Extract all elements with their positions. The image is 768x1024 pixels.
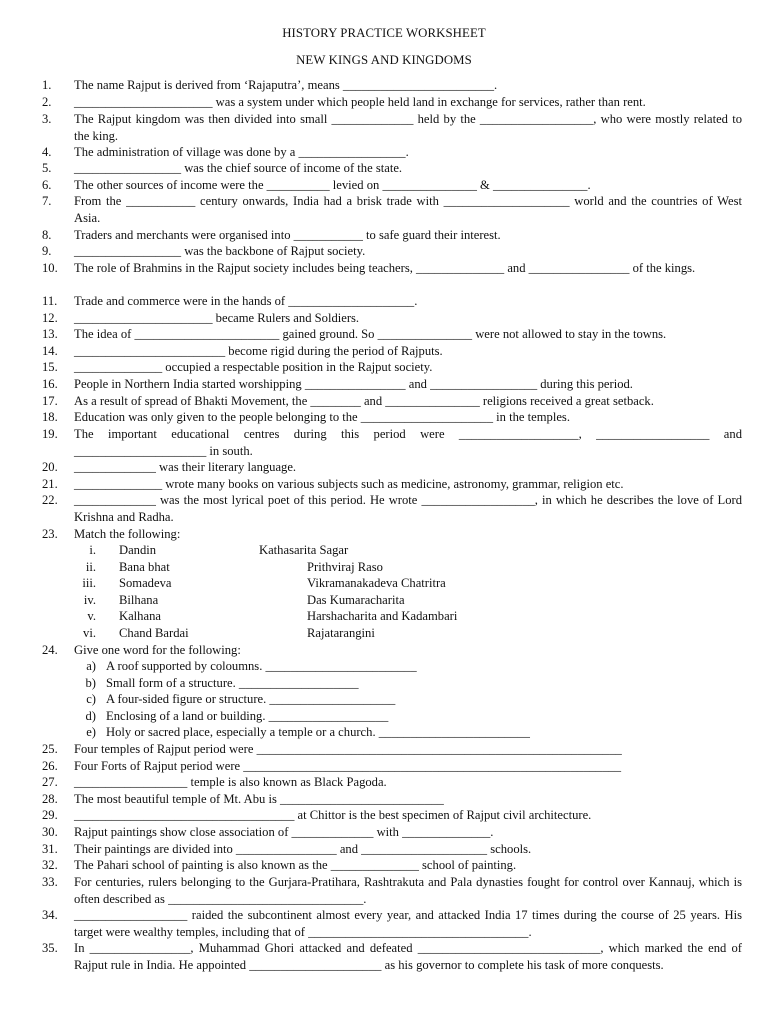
- question-10: [42, 260, 742, 277]
- match-roman-number: v.: [87, 609, 96, 623]
- question-number: 25.: [42, 742, 58, 756]
- question-number: 8.: [42, 228, 52, 242]
- oneword-item: [70, 658, 417, 675]
- question-text: In ________________, Muhammad Ghori attacked and defeated _____________________________, which marked the end of Rajput rule in India. He appointed _____________________ as his governor to complete his task of more conquests.: [74, 941, 742, 972]
- question-text: ______________________ was a system under which people held land in exchange for services, rather than rent.: [74, 95, 646, 109]
- question-5: [42, 160, 742, 177]
- oneword-text: A roof supported by coloumns. ________________________: [106, 659, 417, 673]
- match-row: [70, 559, 96, 576]
- question-text: The most beautiful temple of Mt. Abu is __________________________: [74, 792, 444, 806]
- question-text: _________________ was the backbone of Rajput society.: [74, 244, 366, 258]
- question-text: _____________ was their literary language.: [74, 460, 297, 474]
- question-18: [42, 409, 742, 426]
- question-31: [42, 841, 742, 858]
- question-number: 34.: [42, 908, 58, 922]
- match-row: [70, 625, 96, 642]
- question-text: Four temples of Rajput period were __________________________________________________________: [74, 742, 622, 756]
- question-text: Give one word for the following:: [74, 643, 241, 657]
- question-25: [42, 741, 742, 758]
- question-number: 35.: [42, 941, 58, 955]
- question-1: [42, 77, 742, 94]
- question-text: From the ___________ century onwards, India had a brisk trade with ____________________ world and the countries of West Asia.: [74, 194, 742, 225]
- question-13: [42, 326, 742, 343]
- question-number: 11.: [42, 294, 58, 308]
- match-left-item: Bana bhat: [119, 560, 170, 574]
- match-left-item: Dandin: [119, 543, 157, 557]
- question-number: 6.: [42, 178, 52, 192]
- question-text: __________________ raided the subcontinent almost every year, and attacked India 17 times during the course of 25 years. His target were wealthy temples, including that of ___________________________________.: [74, 908, 742, 939]
- question-number: 18.: [42, 410, 58, 424]
- oneword-letter: b): [85, 676, 96, 690]
- question-number: 4.: [42, 145, 52, 159]
- oneword-item: [70, 691, 395, 708]
- oneword-letter: c): [86, 692, 96, 706]
- match-right-item: Rajatarangini: [307, 626, 375, 640]
- match-right-item: Harshacharita and Kadambari: [307, 609, 458, 623]
- question-35: [42, 940, 742, 973]
- question-text: For centuries, rulers belonging to the Gurjara-Pratihara, Rashtrakuta and Pala dynasties fought for control over Kannauj, which is often described as _______________________________.: [74, 875, 742, 906]
- match-roman-number: ii.: [85, 560, 96, 574]
- question-7: [42, 193, 742, 226]
- question-text: Trade and commerce were in the hands of ____________________.: [74, 294, 418, 308]
- question-6: [42, 177, 742, 194]
- match-row: [70, 592, 96, 609]
- question-number: 22.: [42, 493, 58, 507]
- question-number: 32.: [42, 858, 58, 872]
- question-15: [42, 359, 742, 376]
- question-number: 15.: [42, 360, 58, 374]
- question-11: [42, 293, 742, 310]
- match-left-item: Chand Bardai: [119, 626, 189, 640]
- question-text: The other sources of income were the __________ levied on _______________ & _______________.: [74, 178, 591, 192]
- match-right-item: Vikramanakadeva Chatritra: [307, 576, 446, 590]
- question-text: Traders and merchants were organised into ___________ to safe guard their interest.: [74, 228, 501, 242]
- question-text: ______________ wrote many books on various subjects such as medicine, astronomy, grammar, religion etc.: [74, 477, 624, 491]
- question-text: ______________________ became Rulers and Soldiers.: [74, 311, 360, 325]
- question-4: [42, 144, 742, 161]
- match-row: [70, 608, 96, 625]
- question-text: ______________ occupied a respectable position in the Rajput society.: [74, 360, 433, 374]
- oneword-letter: d): [85, 709, 96, 723]
- question-30: [42, 824, 742, 841]
- question-26: [42, 758, 742, 775]
- match-left-item: Somadeva: [119, 576, 172, 590]
- question-text: Education was only given to the people belonging to the _____________________ in the temples.: [74, 410, 570, 424]
- question-number: 19.: [42, 427, 58, 441]
- question-text: The Rajput kingdom was then divided into small _____________ held by the __________________, who were mostly related to the king.: [74, 112, 742, 143]
- question-34: [42, 907, 742, 940]
- question-text: The Pahari school of painting is also known as the ______________ school of painting.: [74, 858, 517, 872]
- match-left-item: Bilhana: [119, 593, 159, 607]
- oneword-text: Enclosing of a land or building. ___________________: [106, 709, 389, 723]
- question-19: [42, 426, 742, 459]
- match-right-item: Prithviraj Raso: [307, 560, 383, 574]
- question-text: The role of Brahmins in the Rajput society includes being teachers, ______________ and ________________ of the kings.: [74, 261, 696, 275]
- question-number: 28.: [42, 792, 58, 806]
- question-number: 21.: [42, 477, 58, 491]
- oneword-item: [70, 675, 359, 692]
- question-23: [42, 526, 742, 543]
- question-number: 5.: [42, 161, 52, 175]
- question-text: Four Forts of Rajput period were ____________________________________________________________: [74, 759, 622, 773]
- question-number: 26.: [42, 759, 58, 773]
- worksheet-title: HISTORY PRACTICE WORKSHEET: [282, 26, 486, 40]
- question-text: The important educational centres during this period were ___________________, __________________ and _____________________ in south.: [74, 427, 742, 458]
- question-text: Rajput paintings show close association of _____________ with ______________.: [74, 825, 494, 839]
- oneword-item: [70, 708, 388, 725]
- question-29: [42, 807, 742, 824]
- question-number: 2.: [42, 95, 52, 109]
- question-number: 17.: [42, 394, 58, 408]
- question-text: As a result of spread of Bhakti Movement, the ________ and _______________ religions received a great setback.: [74, 394, 654, 408]
- question-text: People in Northern India started worshipping ________________ and _________________ during this period.: [74, 377, 633, 391]
- match-roman-number: i.: [89, 543, 96, 557]
- oneword-letter: a): [86, 659, 96, 673]
- question-text: _________________ was the chief source of income of the state.: [74, 161, 403, 175]
- question-text: The administration of village was done by a _________________.: [74, 145, 409, 159]
- question-2: [42, 94, 742, 111]
- question-3: [42, 111, 742, 144]
- question-number: 12.: [42, 311, 58, 325]
- question-text: The name Rajput is derived from ‘Rajaputra’, means ________________________.: [74, 78, 498, 92]
- question-number: 14.: [42, 344, 58, 358]
- oneword-text: Small form of a structure. ___________________: [106, 676, 359, 690]
- oneword-item: [70, 724, 530, 741]
- match-right-item: Das Kumaracharita: [307, 593, 405, 607]
- question-text: _____________ was the most lyrical poet of this period. He wrote __________________, in which he describes the love of Lord Krishna and Radha.: [74, 493, 742, 524]
- question-20: [42, 459, 742, 476]
- question-number: 9.: [42, 244, 52, 258]
- question-text: Their paintings are divided into ________________ and ____________________ schools.: [74, 842, 532, 856]
- question-number: 24.: [42, 643, 58, 657]
- question-21: [42, 476, 742, 493]
- oneword-text: Holy or sacred place, especially a temple or a church. ________________________: [106, 725, 530, 739]
- question-number: 31.: [42, 842, 58, 856]
- question-8: [42, 227, 742, 244]
- question-number: 7.: [42, 194, 52, 208]
- question-22: [42, 492, 742, 525]
- match-roman-number: vi.: [83, 626, 96, 640]
- question-number: 20.: [42, 460, 58, 474]
- match-row: [70, 575, 96, 592]
- match-row: [70, 542, 96, 559]
- question-12: [42, 310, 742, 327]
- question-text: Match the following:: [74, 527, 181, 541]
- worksheet-subtitle: NEW KINGS AND KINGDOMS: [296, 53, 472, 67]
- question-27: [42, 774, 742, 791]
- question-number: 30.: [42, 825, 58, 839]
- question-number: 1.: [42, 78, 52, 92]
- question-number: 16.: [42, 377, 58, 391]
- question-number: 3.: [42, 112, 52, 126]
- question-number: 29.: [42, 808, 58, 822]
- match-right-item: Kathasarita Sagar: [259, 543, 349, 557]
- question-number: 27.: [42, 775, 58, 789]
- question-28: [42, 791, 742, 808]
- oneword-text: A four-sided figure or structure. ____________________: [106, 692, 396, 706]
- question-14: [42, 343, 742, 360]
- oneword-letter: e): [86, 725, 96, 739]
- question-text: ________________________ become rigid during the period of Rajputs.: [74, 344, 443, 358]
- match-roman-number: iv.: [83, 593, 96, 607]
- question-number: 13.: [42, 327, 58, 341]
- match-roman-number: iii.: [82, 576, 96, 590]
- question-number: 33.: [42, 875, 58, 889]
- question-32: [42, 857, 742, 874]
- question-text: The idea of _______________________ gained ground. So _______________ were not allowed to stay in the towns.: [74, 327, 667, 341]
- question-number: 23.: [42, 527, 58, 541]
- question-17: [42, 393, 742, 410]
- question-number: 10.: [42, 261, 58, 275]
- question-text: __________________ temple is also known as Black Pagoda.: [74, 775, 387, 789]
- question-16: [42, 376, 742, 393]
- question-text: ___________________________________ at Chittor is the best specimen of Rajput civil architecture.: [74, 808, 592, 822]
- question-9: [42, 243, 742, 260]
- match-left-item: Kalhana: [119, 609, 161, 623]
- question-24: [42, 642, 742, 659]
- question-33: [42, 874, 742, 907]
